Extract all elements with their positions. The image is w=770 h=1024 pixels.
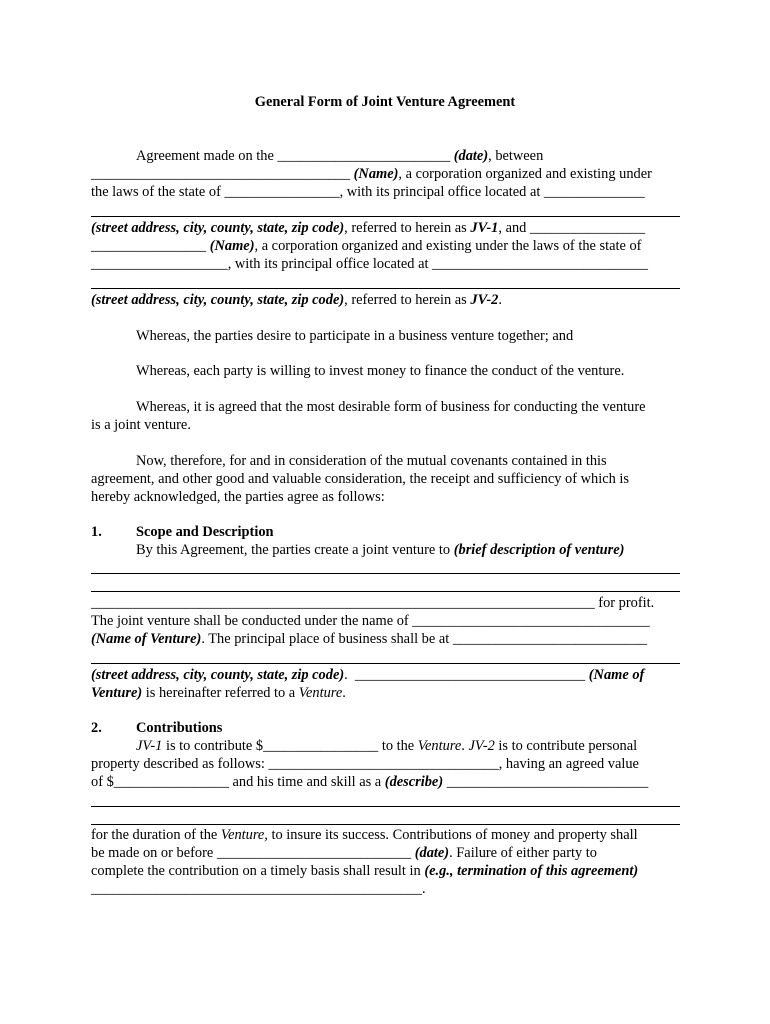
section-2-line-7: be made on or before ___________________________ (date). Failure of either party to [91,845,597,861]
whereas-3a: Whereas, it is agreed that the most desirable form of business for conducting the venture [136,399,646,415]
blank-line [91,591,680,592]
blank-line [91,216,680,217]
section-2-line-3: of $________________ and his time and skill as a (describe) ____________________________ [91,774,649,790]
blank-line [91,663,680,664]
section-2-heading: Contributions [136,720,223,736]
blank-line [91,806,680,807]
section-2-line-2: property described as follows: ________________________________, having an agreed value [91,756,639,772]
section-2-line-1: JV-1 is to contribute $________________ to the Venture. JV-2 is to contribute personal [136,738,638,754]
p1-line-5: ________________ (Name), a corporation organized and existing under the laws of the state of [91,238,642,254]
now-therefore-3: hereby acknowledged, the parties agree as follows: [91,489,385,505]
section-2-number: 2. [91,720,102,736]
section-2-line-8: complete the contribution on a timely basis shall result in (e.g., termination of this agreement) [91,863,639,879]
blank-line [91,573,680,574]
p1-line-6: ___________________, with its principal office located at ______________________________ [91,256,648,272]
document-title: General Form of Joint Venture Agreement [254,94,516,110]
section-1-heading: Scope and Description [136,524,274,540]
section-1-number: 1. [91,524,102,540]
p1-line-2: ____________________________________ (Name), a corporation organized and existing under [91,166,652,182]
whereas-2: Whereas, each party is willing to invest money to finance the conduct of the venture. [136,363,625,379]
p1-line-4: (street address, city, county, state, zip code), referred to herein as JV-1, and ________________ [91,220,646,236]
section-1-line-9: Venture) is hereinafter referred to a Venture. [91,685,346,701]
section-1-line-4: ______________________________________________________________________ for profit. [91,595,655,611]
whereas-1: Whereas, the parties desire to participate in a business venture together; and [136,328,574,344]
section-2-line-9: ______________________________________________. [91,881,426,897]
blank-line [91,824,680,825]
p1-line-3: the laws of the state of ________________, with its principal office located at ______________ [91,184,645,200]
section-2-line-6: for the duration of the Venture, to insure its success. Contributions of money and property shall [91,827,638,843]
blank-line [91,288,680,289]
p1-line-7: (street address, city, county, state, zip code), referred to herein as JV-2. [91,292,502,308]
now-therefore-1: Now, therefore, for and in consideration of the mutual covenants contained in this [136,453,607,469]
whereas-3b: is a joint venture. [91,417,191,433]
section-1-line-5: The joint venture shall be conducted under the name of _________________________________ [91,613,650,629]
section-1-line-6: (Name of Venture). The principal place of business shall be at ___________________________ [91,631,648,647]
now-therefore-2: agreement, and other good and valuable consideration, the receipt and sufficiency of which is [91,471,629,487]
section-1-line-1: By this Agreement, the parties create a joint venture to (brief description of venture) [136,542,625,558]
p1-line-1: Agreement made on the ________________________ (date), between [136,148,544,164]
section-1-line-8: (street address, city, county, state, zip code). ________________________________ (Name of [91,667,645,683]
